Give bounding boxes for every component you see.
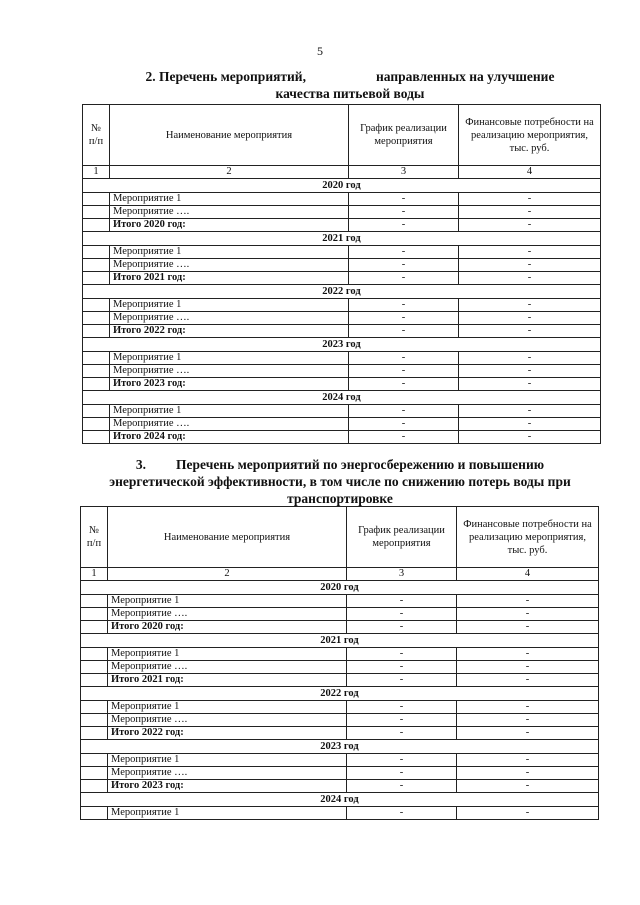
table-row xyxy=(81,767,599,780)
schedule-cell: - xyxy=(349,272,459,285)
schedule-cell: - xyxy=(349,405,459,418)
column-number: 1 xyxy=(83,166,110,179)
header-schedule: График реализации мероприятия xyxy=(349,105,459,166)
header-name: Наименование мероприятия xyxy=(108,507,347,568)
row-num-cell xyxy=(83,431,110,444)
column-number: 2 xyxy=(108,568,347,581)
row-num-cell xyxy=(83,378,110,391)
table-row xyxy=(83,312,601,325)
column-number-row xyxy=(81,568,599,581)
measure-name-cell: Мероприятие 1 xyxy=(108,595,347,608)
schedule-cell: - xyxy=(347,674,457,687)
header-name: Наименование мероприятия xyxy=(110,105,349,166)
finance-cell: - xyxy=(459,219,601,232)
table-header-row xyxy=(81,507,599,568)
measure-name-cell: Мероприятие 1 xyxy=(108,701,347,714)
column-number: 2 xyxy=(110,166,349,179)
measure-name-cell: Итого 2023 год: xyxy=(110,378,349,391)
row-num-cell xyxy=(83,272,110,285)
total-row xyxy=(83,378,601,391)
year-label: 2023 год xyxy=(83,338,601,352)
year-label: 2022 год xyxy=(83,285,601,299)
year-row xyxy=(81,793,599,807)
table-row xyxy=(81,754,599,767)
measure-name-cell: Мероприятие …. xyxy=(108,714,347,727)
measure-name-cell: Мероприятие 1 xyxy=(110,352,349,365)
row-num-cell xyxy=(81,767,108,780)
finance-cell: - xyxy=(459,378,601,391)
row-num-cell xyxy=(81,807,108,820)
year-row xyxy=(83,232,601,246)
finance-cell: - xyxy=(459,352,601,365)
row-num-cell xyxy=(81,714,108,727)
schedule-cell: - xyxy=(347,595,457,608)
year-row xyxy=(83,338,601,352)
row-num-cell xyxy=(83,365,110,378)
schedule-cell: - xyxy=(349,418,459,431)
finance-cell: - xyxy=(457,714,599,727)
table-row xyxy=(83,405,601,418)
table-row xyxy=(83,352,601,365)
measure-name-cell: Итого 2021 год: xyxy=(108,674,347,687)
section-3-heading xyxy=(80,456,600,507)
table-header-row xyxy=(83,105,601,166)
table-row xyxy=(81,701,599,714)
schedule-cell: - xyxy=(349,246,459,259)
year-row xyxy=(81,740,599,754)
row-num-cell xyxy=(83,193,110,206)
table-body xyxy=(83,179,601,444)
schedule-cell: - xyxy=(347,780,457,793)
measure-name-cell: Итого 2020 год: xyxy=(110,219,349,232)
year-label: 2023 год xyxy=(81,740,599,754)
section-2-title-part2: направленных на улучшение xyxy=(375,69,555,84)
year-label: 2020 год xyxy=(83,179,601,193)
year-label: 2021 год xyxy=(81,634,599,648)
header-schedule: График реализации мероприятия xyxy=(347,507,457,568)
finance-cell: - xyxy=(459,418,601,431)
section-2-title-line2: качества питьевой воды xyxy=(275,86,425,101)
table-row xyxy=(83,246,601,259)
measures-table-water-quality xyxy=(82,104,601,444)
measure-name-cell: Мероприятие …. xyxy=(110,418,349,431)
finance-cell: - xyxy=(457,648,599,661)
table-row xyxy=(83,299,601,312)
row-num-cell xyxy=(81,608,108,621)
column-number-row xyxy=(83,166,601,179)
table-row xyxy=(83,418,601,431)
total-row xyxy=(81,621,599,634)
measure-name-cell: Мероприятие …. xyxy=(110,259,349,272)
section-3-title-line2: энергетической эффективности, в том числе по снижению потерь воды при xyxy=(109,474,571,489)
row-num-cell xyxy=(81,674,108,687)
row-num-cell xyxy=(83,418,110,431)
schedule-cell: - xyxy=(347,621,457,634)
measure-name-cell: Мероприятие …. xyxy=(110,312,349,325)
table-body xyxy=(81,581,599,820)
measure-name-cell: Мероприятие …. xyxy=(108,661,347,674)
finance-cell: - xyxy=(459,193,601,206)
year-label: 2022 год xyxy=(81,687,599,701)
header-finance: Финансовые потребности на реализацию мероприятия, тыс. руб. xyxy=(459,105,601,166)
schedule-cell: - xyxy=(349,259,459,272)
year-label: 2024 год xyxy=(83,391,601,405)
schedule-cell: - xyxy=(349,219,459,232)
total-row xyxy=(83,219,601,232)
year-row xyxy=(81,687,599,701)
header-num: № п/п xyxy=(83,105,110,166)
measure-name-cell: Мероприятие 1 xyxy=(110,299,349,312)
year-row xyxy=(83,179,601,193)
total-row xyxy=(81,727,599,740)
header-num: № п/п xyxy=(81,507,108,568)
schedule-cell: - xyxy=(349,325,459,338)
year-label: 2020 год xyxy=(81,581,599,595)
row-num-cell xyxy=(83,219,110,232)
table-row xyxy=(81,608,599,621)
finance-cell: - xyxy=(457,674,599,687)
measure-name-cell: Мероприятие …. xyxy=(110,206,349,219)
measure-name-cell: Итого 2020 год: xyxy=(108,621,347,634)
table-row xyxy=(81,595,599,608)
table-row xyxy=(81,714,599,727)
row-num-cell xyxy=(81,701,108,714)
schedule-cell: - xyxy=(347,608,457,621)
header-finance: Финансовые потребности на реализацию мероприятия, тыс. руб. xyxy=(457,507,599,568)
row-num-cell xyxy=(81,727,108,740)
finance-cell: - xyxy=(459,312,601,325)
row-num-cell xyxy=(83,246,110,259)
schedule-cell: - xyxy=(349,193,459,206)
measure-name-cell: Итого 2023 год: xyxy=(108,780,347,793)
schedule-cell: - xyxy=(347,807,457,820)
measure-name-cell: Итого 2024 год: xyxy=(110,431,349,444)
year-row xyxy=(81,634,599,648)
table-row xyxy=(81,661,599,674)
schedule-cell: - xyxy=(349,206,459,219)
measure-name-cell: Итого 2022 год: xyxy=(110,325,349,338)
row-num-cell xyxy=(81,621,108,634)
measure-name-cell: Мероприятие 1 xyxy=(108,648,347,661)
finance-cell: - xyxy=(457,780,599,793)
schedule-cell: - xyxy=(347,714,457,727)
finance-cell: - xyxy=(459,325,601,338)
row-num-cell xyxy=(81,648,108,661)
finance-cell: - xyxy=(457,807,599,820)
table-row xyxy=(83,193,601,206)
finance-cell: - xyxy=(457,727,599,740)
section-2-heading xyxy=(110,68,590,102)
total-row xyxy=(83,325,601,338)
measure-name-cell: Мероприятие 1 xyxy=(108,807,347,820)
table-row xyxy=(81,807,599,820)
measure-name-cell: Мероприятие …. xyxy=(108,608,347,621)
schedule-cell: - xyxy=(347,767,457,780)
finance-cell: - xyxy=(457,701,599,714)
finance-cell: - xyxy=(459,405,601,418)
total-row xyxy=(83,431,601,444)
measure-name-cell: Мероприятие 1 xyxy=(110,246,349,259)
measure-name-cell: Мероприятие 1 xyxy=(108,754,347,767)
year-row xyxy=(83,391,601,405)
finance-cell: - xyxy=(459,365,601,378)
measure-name-cell: Мероприятие 1 xyxy=(110,193,349,206)
section-3-title-line1: Перечень мероприятий по энергосбережению и повышению xyxy=(176,457,545,472)
year-label: 2024 год xyxy=(81,793,599,807)
finance-cell: - xyxy=(457,608,599,621)
finance-cell: - xyxy=(459,259,601,272)
section-3-title-line3: транспортировке xyxy=(287,491,393,506)
section-2-title-part1: 2. Перечень мероприятий, xyxy=(145,69,306,84)
measure-name-cell: Мероприятие …. xyxy=(110,365,349,378)
finance-cell: - xyxy=(459,431,601,444)
row-num-cell xyxy=(83,259,110,272)
total-row xyxy=(81,780,599,793)
schedule-cell: - xyxy=(347,727,457,740)
schedule-cell: - xyxy=(347,661,457,674)
row-num-cell xyxy=(83,352,110,365)
table-row xyxy=(83,259,601,272)
schedule-cell: - xyxy=(347,648,457,661)
finance-cell: - xyxy=(457,661,599,674)
table-row xyxy=(83,365,601,378)
row-num-cell xyxy=(83,312,110,325)
schedule-cell: - xyxy=(349,431,459,444)
row-num-cell xyxy=(81,595,108,608)
year-row xyxy=(83,285,601,299)
measure-name-cell: Итого 2021 год: xyxy=(110,272,349,285)
year-row xyxy=(81,581,599,595)
schedule-cell: - xyxy=(347,754,457,767)
total-row xyxy=(81,674,599,687)
table-row xyxy=(81,648,599,661)
schedule-cell: - xyxy=(349,378,459,391)
finance-cell: - xyxy=(459,206,601,219)
column-number: 4 xyxy=(459,166,601,179)
measures-table-energy-saving xyxy=(80,506,599,820)
table-row xyxy=(83,206,601,219)
finance-cell: - xyxy=(459,246,601,259)
row-num-cell xyxy=(81,780,108,793)
measure-name-cell: Итого 2022 год: xyxy=(108,727,347,740)
finance-cell: - xyxy=(457,595,599,608)
schedule-cell: - xyxy=(349,365,459,378)
column-number: 3 xyxy=(347,568,457,581)
schedule-cell: - xyxy=(349,312,459,325)
section-3-number: 3. xyxy=(135,457,147,472)
finance-cell: - xyxy=(457,754,599,767)
page-number: 5 xyxy=(317,44,323,58)
finance-cell: - xyxy=(457,767,599,780)
schedule-cell: - xyxy=(349,299,459,312)
measure-name-cell: Мероприятие 1 xyxy=(110,405,349,418)
measure-name-cell: Мероприятие …. xyxy=(108,767,347,780)
column-number: 1 xyxy=(81,568,108,581)
year-label: 2021 год xyxy=(83,232,601,246)
row-num-cell xyxy=(81,661,108,674)
schedule-cell: - xyxy=(347,701,457,714)
finance-cell: - xyxy=(457,621,599,634)
row-num-cell xyxy=(83,405,110,418)
row-num-cell xyxy=(83,206,110,219)
finance-cell: - xyxy=(459,299,601,312)
row-num-cell xyxy=(83,299,110,312)
total-row xyxy=(83,272,601,285)
schedule-cell: - xyxy=(349,352,459,365)
column-number: 3 xyxy=(349,166,459,179)
row-num-cell xyxy=(81,754,108,767)
row-num-cell xyxy=(83,325,110,338)
finance-cell: - xyxy=(459,272,601,285)
column-number: 4 xyxy=(457,568,599,581)
